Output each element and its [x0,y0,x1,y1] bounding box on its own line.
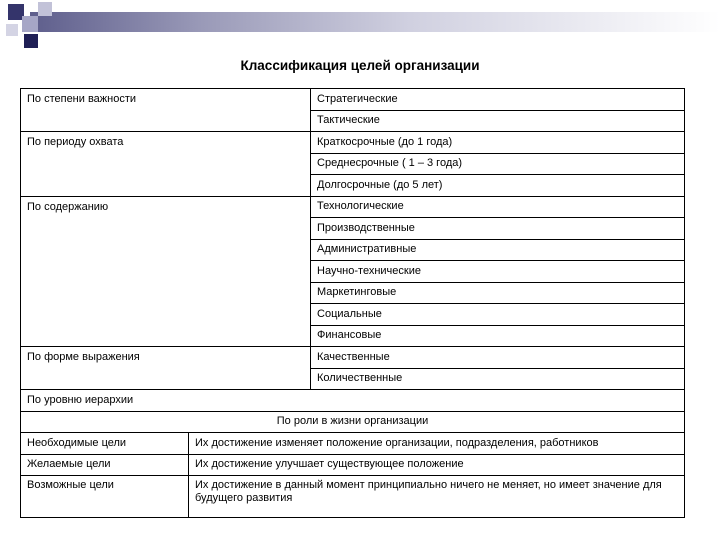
item-cell: Технологические [311,196,685,218]
item-cell: Долгосрочные (до 5 лет) [311,175,685,197]
decorative-square [38,2,52,16]
decorative-square [22,16,38,32]
item-cell: Производственные [311,218,685,240]
item-cell: Финансовые [311,325,685,347]
table-row [21,390,685,412]
item-cell: Административные [311,239,685,261]
table-row [21,132,685,154]
classification-table [20,88,685,518]
category-cell: По содержанию [21,196,311,347]
role-desc-cell: Их достижение улучшает существующее положение [189,454,685,476]
category-cell: По форме выражения [21,347,311,390]
table-row [21,476,685,518]
role-desc-cell: Их достижение изменяет положение организации, подразделения, работников [189,433,685,455]
item-cell: Среднесрочные ( 1 – 3 года) [311,153,685,175]
role-name-cell: Возможные цели [21,476,189,518]
category-cell: По периоду охвата [21,132,311,197]
table-row [21,347,685,369]
top-gradient-bar [30,12,720,32]
item-cell: Маркетинговые [311,282,685,304]
item-cell: Социальные [311,304,685,326]
page-title: Классификация целей организации [240,58,480,73]
role-desc-cell: Их достижение в данный момент принципиально ничего не меняет, но имеет значение для будущего развития [189,476,685,518]
role-name-cell: Необходимые цели [21,433,189,455]
decorative-square [24,34,38,48]
role-name-cell: Желаемые цели [21,454,189,476]
table-row [21,411,685,433]
role-header-cell: По роли в жизни организации [21,411,685,433]
item-cell: Краткосрочные (до 1 года) [311,132,685,154]
item-cell: Количественные [311,368,685,390]
table-row [21,433,685,455]
table-row [21,89,685,111]
item-cell: Стратегические [311,89,685,111]
item-cell: Качественные [311,347,685,369]
category-cell: По степени важности [21,89,311,132]
item-cell: Тактические [311,110,685,132]
table-row [21,196,685,218]
item-cell: Научно-технические [311,261,685,283]
table-row [21,454,685,476]
hierarchy-cell: По уровню иерархии [21,390,685,412]
decorative-square [6,24,18,36]
